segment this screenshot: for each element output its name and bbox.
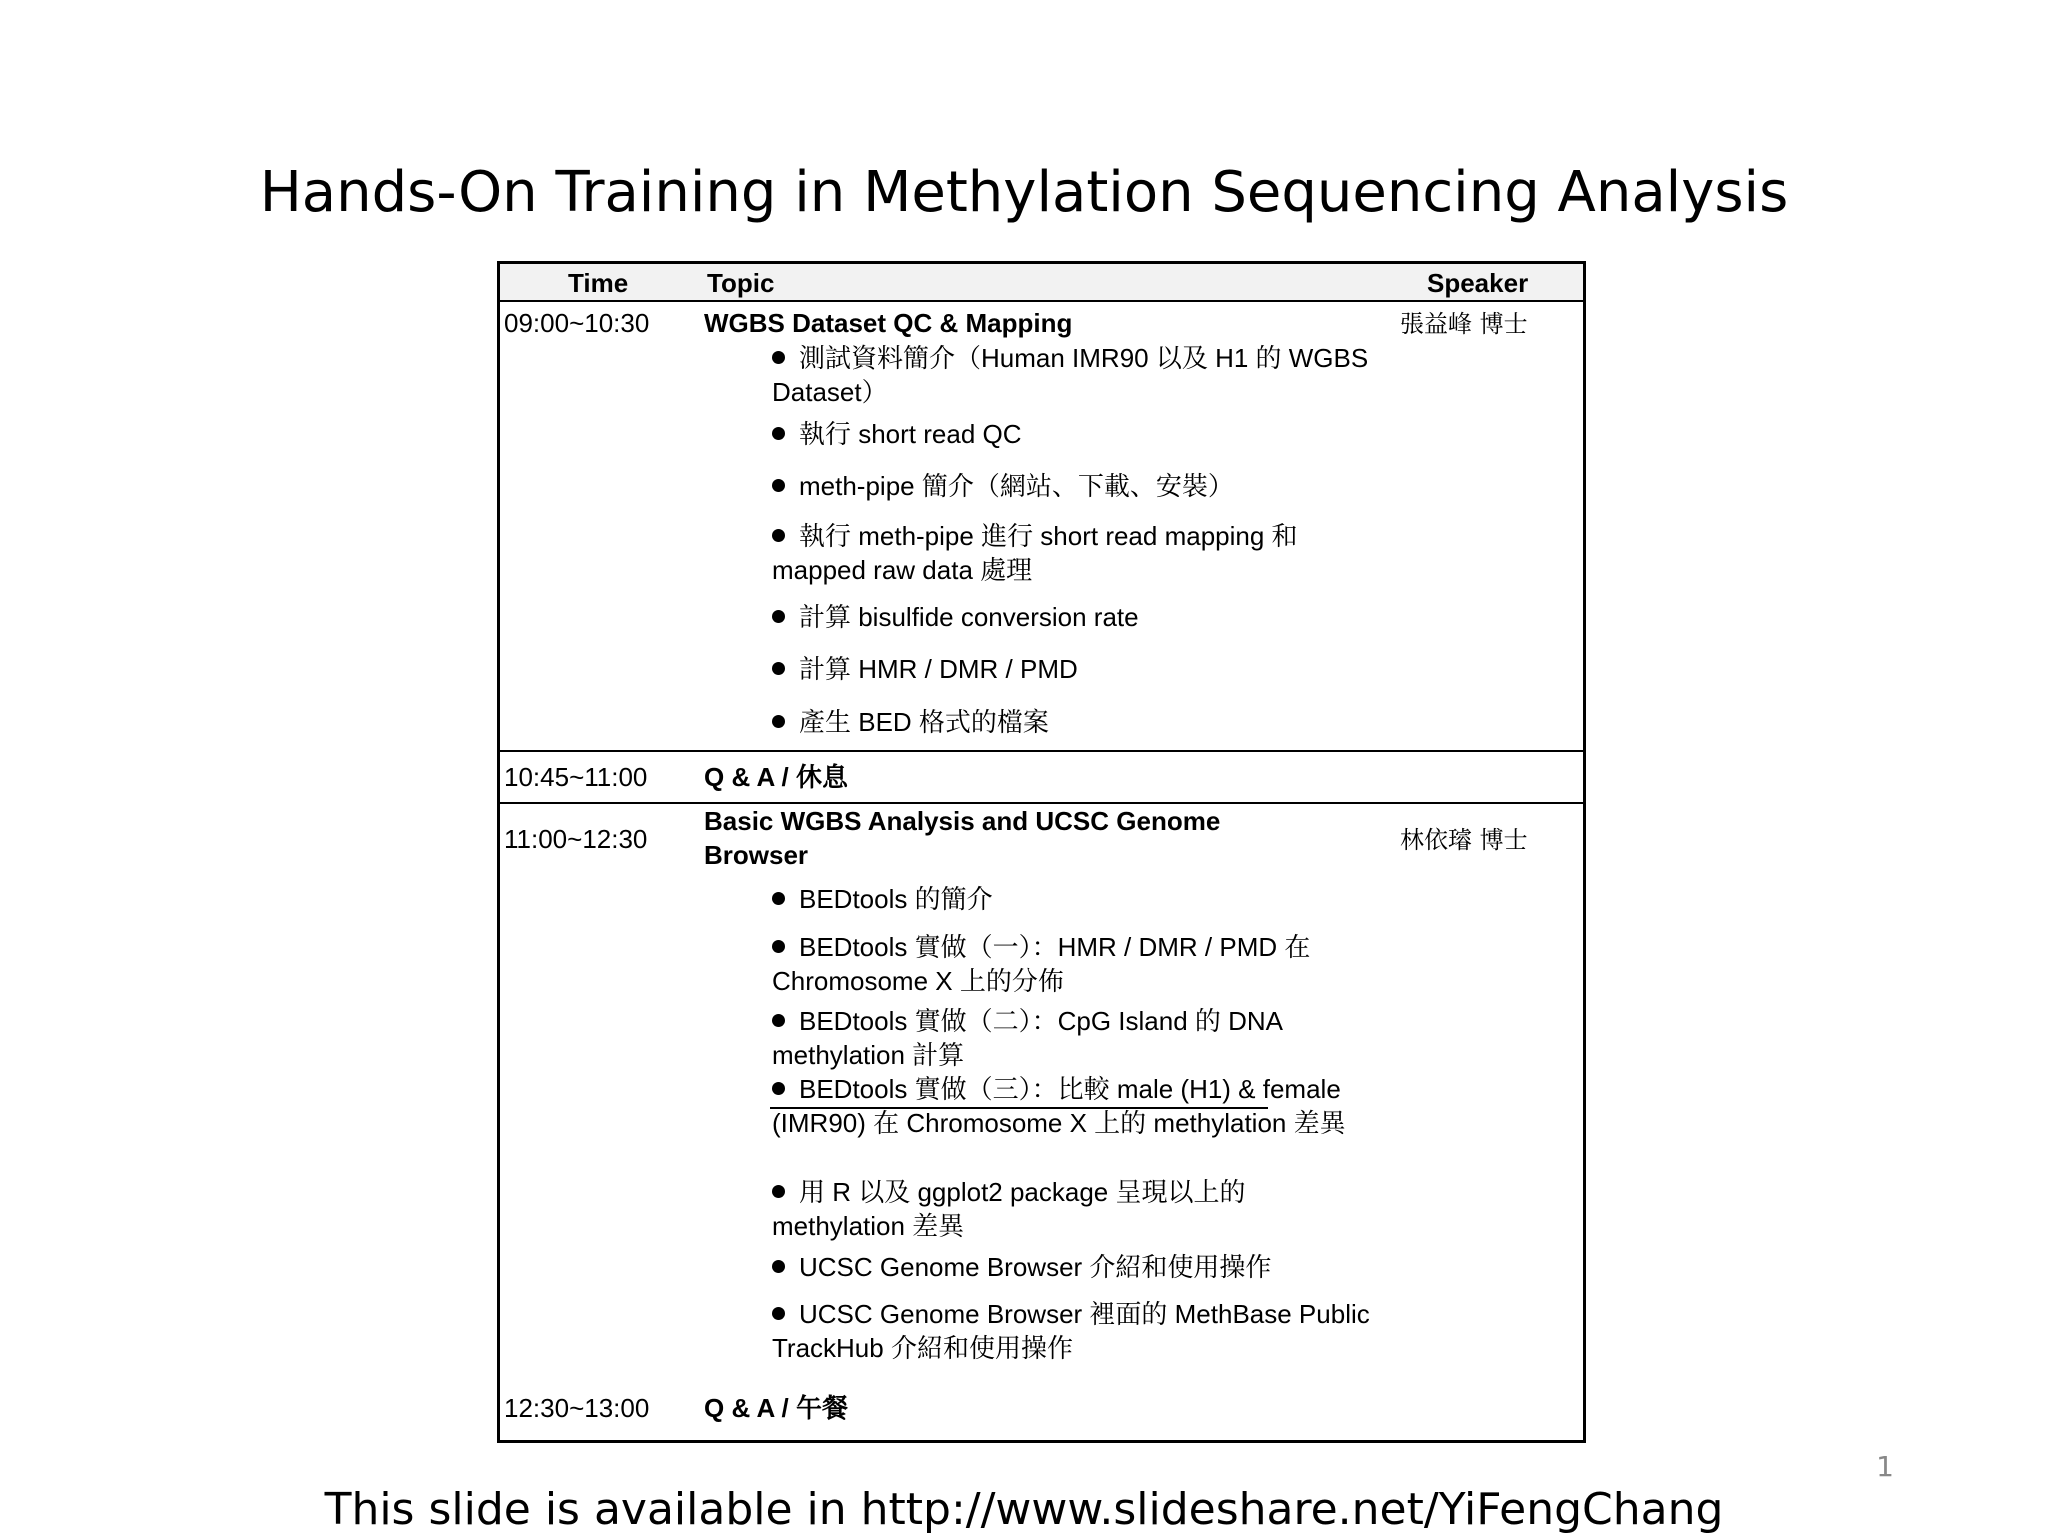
page-number: 1	[1876, 1450, 1894, 1483]
row-speaker: 林依璿 博士	[1400, 826, 1528, 854]
bullet-text: UCSC Genome Browser 裡面的 MethBase Public TrackHub 介紹和使用操作	[772, 1299, 1370, 1363]
bullet-icon	[772, 1082, 785, 1095]
list-item	[772, 930, 1372, 998]
row-topic: Q & A / 休息	[704, 762, 848, 792]
bullet-icon	[772, 529, 785, 542]
bullet-icon	[772, 479, 785, 492]
bullet-icon	[772, 940, 785, 953]
list-item	[772, 882, 1372, 916]
list-item	[772, 600, 1372, 634]
bullet-text: 計算 HMR / DMR / PMD	[799, 654, 1078, 684]
row-topic: Basic WGBS Analysis and UCSC Genome Browser	[704, 806, 1221, 870]
list-item	[772, 1175, 1372, 1243]
bullet-icon	[772, 610, 785, 623]
bullet-icon	[772, 427, 785, 440]
footer-note: This slide is available in http://www.slideshare.net/YiFengChang	[324, 1484, 1724, 1535]
bullet-icon	[772, 892, 785, 905]
bullet-icon	[772, 1014, 785, 1027]
header-topic: Topic	[707, 268, 775, 298]
bullet-text: BEDtools 實做（二）：CpG Island 的 DNA methylation 計算	[772, 1006, 1282, 1070]
schedule-table	[497, 261, 1586, 1443]
bullet-text: 測試資料簡介（Human IMR90 以及 H1 的 WGBS Dataset）	[772, 343, 1369, 407]
header-speaker: Speaker	[1427, 268, 1529, 298]
list-item	[772, 417, 1372, 451]
bullet-icon	[772, 715, 785, 728]
header-time: Time	[568, 268, 629, 298]
bullet-text: 計算 bisulfide conversion rate	[799, 602, 1139, 632]
list-item	[772, 341, 1372, 409]
bullet-text: BEDtools 實做（一）：HMR / DMR / PMD 在Chromosome X 上的分佈	[772, 932, 1311, 996]
row-topic: Q & A / 午餐	[704, 1393, 848, 1423]
row-topic: WGBS Dataset QC & Mapping	[704, 308, 1073, 338]
bullet-text: UCSC Genome Browser 介紹和使用操作	[799, 1252, 1272, 1282]
list-item	[772, 469, 1372, 503]
list-item	[772, 1072, 1372, 1140]
bullet-icon	[772, 351, 785, 364]
bullet-text: BEDtools 的簡介	[799, 884, 993, 914]
list-item	[772, 705, 1372, 739]
bullet-text: 執行 short read QC	[799, 419, 1022, 449]
table-header-row	[500, 264, 1583, 302]
row-time: 09:00~10:30	[504, 308, 650, 338]
list-item	[772, 1250, 1372, 1284]
slide-title: Hands-On Training in Methylation Sequencing Analysis	[259, 160, 1789, 225]
row-time: 12:30~13:00	[504, 1393, 650, 1423]
bullet-icon	[772, 1185, 785, 1198]
row-divider	[500, 750, 1583, 752]
list-item	[772, 519, 1372, 587]
bullet-text: BEDtools 實做（三）：比較 male (H1) & female (IMR90) 在 Chromosome X 上的 methylation 差異	[772, 1074, 1346, 1138]
row-divider-partial	[770, 1107, 1268, 1109]
bullet-text: meth-pipe 簡介（網站、下載、安裝）	[799, 471, 1234, 501]
list-item	[772, 1004, 1372, 1072]
bullet-text: 產生 BED 格式的檔案	[799, 707, 1049, 737]
bullet-text: 用 R 以及 ggplot2 package 呈現以上的 methylation 差異	[772, 1177, 1246, 1241]
row-speaker: 張益峰 博士	[1400, 310, 1528, 338]
list-item	[772, 1297, 1372, 1365]
bullet-icon	[772, 662, 785, 675]
bullet-icon	[772, 1260, 785, 1273]
bullet-icon	[772, 1307, 785, 1320]
bullet-text: 執行 meth-pipe 進行 short read mapping 和 mapped raw data 處理	[772, 521, 1298, 585]
row-time: 10:45~11:00	[504, 762, 648, 792]
row-time: 11:00~12:30	[504, 824, 648, 854]
list-item	[772, 652, 1372, 686]
